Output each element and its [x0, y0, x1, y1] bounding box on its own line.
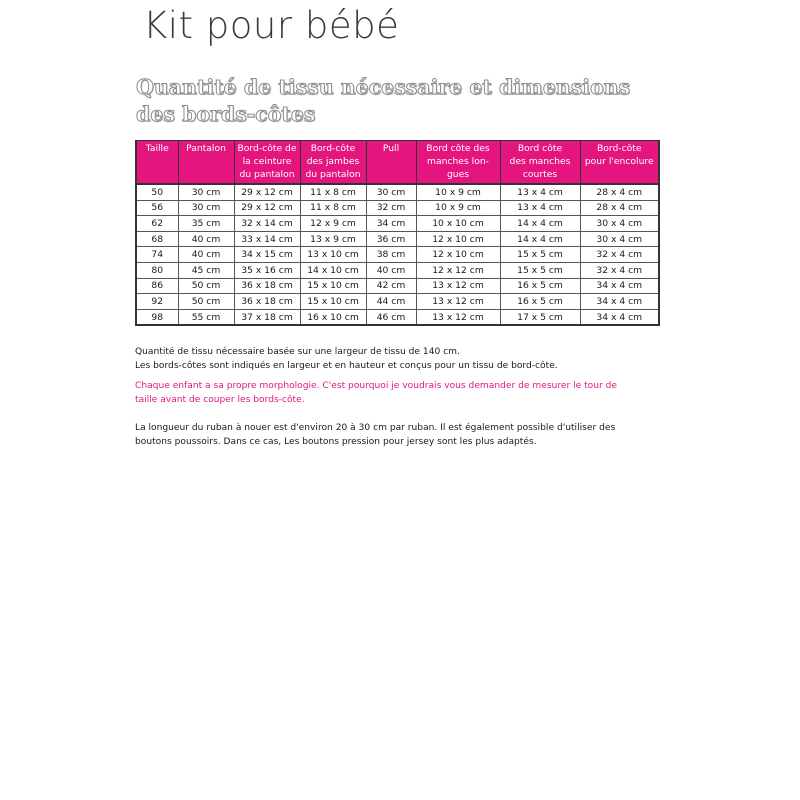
column-header-line: Bord-côte: [596, 143, 642, 154]
table-row: [136, 247, 659, 263]
table-cell: 44 cm: [366, 294, 416, 310]
column-header-line: gues: [446, 169, 470, 180]
table-cell: 80: [136, 262, 178, 278]
table-cell: 32 cm: [366, 200, 416, 216]
table-cell: 55 cm: [178, 309, 234, 325]
table-cell: 56: [136, 200, 178, 216]
column-header-line: Bord-côte: [310, 143, 356, 154]
column-header-line: du pantalon: [239, 169, 295, 180]
column-header-line: Pantalon: [186, 143, 226, 154]
table-cell: 29 x 12 cm: [234, 184, 300, 200]
table-cell: 35 cm: [178, 216, 234, 232]
table-cell: 36 cm: [366, 231, 416, 247]
table-cell: 62: [136, 216, 178, 232]
table-cell: 16 x 10 cm: [300, 309, 366, 325]
table-body: [136, 184, 659, 325]
note-ribbon-line-2: boutons poussoirs. Dans ce cas, Les boutons pression pour jersey sont les plus adaptés.: [135, 437, 537, 447]
table-row: [136, 309, 659, 325]
table-cell: 98: [136, 309, 178, 325]
table-row: [136, 216, 659, 232]
column-header-line: des jambes: [306, 156, 360, 167]
column-header-line: Bord-côte de: [237, 143, 297, 154]
table-cell: 17 x 5 cm: [500, 309, 580, 325]
table-cell: 36 x 18 cm: [234, 294, 300, 310]
column-header-line: courtes: [522, 169, 558, 180]
table-cell: 37 x 18 cm: [234, 309, 300, 325]
table-cell: 42 cm: [366, 278, 416, 294]
page-title: Kit pour bébé: [143, 4, 400, 47]
note-ribbon-line-1: La longueur du ruban à nouer est d'environ 20 à 30 cm par ruban. Il est également possible d'utiliser des: [135, 423, 616, 433]
table-cell: 33 x 14 cm: [234, 231, 300, 247]
column-header: [178, 141, 234, 185]
table-cell: 92: [136, 294, 178, 310]
column-header: [580, 141, 659, 185]
table-row: [136, 184, 659, 200]
table-cell: 40 cm: [366, 262, 416, 278]
table-cell: 10 x 9 cm: [416, 184, 500, 200]
table-cell: 30 cm: [366, 184, 416, 200]
table-cell: 12 x 10 cm: [416, 247, 500, 263]
column-header-line: Pull: [382, 143, 400, 154]
table-cell: 13 x 12 cm: [416, 294, 500, 310]
table-cell: 12 x 10 cm: [416, 231, 500, 247]
column-header-line: Bord côte des: [426, 143, 490, 154]
table-cell: 34 x 15 cm: [234, 247, 300, 263]
fabric-dimensions-table: [135, 140, 660, 326]
table-cell: 29 x 12 cm: [234, 200, 300, 216]
table-row: [136, 262, 659, 278]
table-cell: 38 cm: [366, 247, 416, 263]
column-header: [416, 141, 500, 185]
column-header: [300, 141, 366, 185]
table-cell: 16 x 5 cm: [500, 294, 580, 310]
column-header-line: manches lon-: [427, 156, 489, 167]
table-cell: 50: [136, 184, 178, 200]
table-cell: 14 x 4 cm: [500, 231, 580, 247]
table-cell: 34 x 4 cm: [580, 278, 659, 294]
table-cell: 13 x 12 cm: [416, 278, 500, 294]
table-cell: 10 x 9 cm: [416, 200, 500, 216]
table-cell: 15 x 5 cm: [500, 262, 580, 278]
table-cell: 34 x 4 cm: [580, 309, 659, 325]
table-cell: 28 x 4 cm: [580, 184, 659, 200]
note-measure-line-2: taille avant de couper les bords-côte.: [135, 395, 305, 405]
table-cell: 15 x 10 cm: [300, 294, 366, 310]
note-measure-warning: [135, 379, 635, 407]
column-header: [136, 141, 178, 185]
table-cell: 74: [136, 247, 178, 263]
table-row: [136, 278, 659, 294]
table-cell: 14 x 4 cm: [500, 216, 580, 232]
section-heading-line-1: Quantité de tissu nécessaire et dimensions: [136, 75, 631, 99]
table-header-row: [136, 141, 659, 185]
table-cell: 15 x 10 cm: [300, 278, 366, 294]
column-header-line: des manches: [509, 156, 571, 167]
column-header: [500, 141, 580, 185]
table-row: [136, 294, 659, 310]
table-cell: 46 cm: [366, 309, 416, 325]
column-header: [234, 141, 300, 185]
table-cell: 12 x 12 cm: [416, 262, 500, 278]
table-cell: 16 x 5 cm: [500, 278, 580, 294]
table-cell: 68: [136, 231, 178, 247]
table-cell: 40 cm: [178, 231, 234, 247]
table-cell: 13 x 4 cm: [500, 200, 580, 216]
table-cell: 14 x 10 cm: [300, 262, 366, 278]
note-fabric-width: Quantité de tissu nécessaire basée sur une largeur de tissu de 140 cm.: [135, 347, 460, 357]
note-ribbing-info: Les bords-côtes sont indiqués en largeur et en hauteur et conçus pour un tissu de bord-côte.: [135, 361, 558, 371]
table-row: [136, 200, 659, 216]
column-header-line: pour l'encolure: [584, 156, 654, 167]
table-cell: 30 cm: [178, 200, 234, 216]
note-ribbon: [135, 421, 635, 449]
table-cell: 32 x 4 cm: [580, 262, 659, 278]
table-cell: 11 x 8 cm: [300, 200, 366, 216]
table-cell: 15 x 5 cm: [500, 247, 580, 263]
table-cell: 30 x 4 cm: [580, 231, 659, 247]
table-cell: 36 x 18 cm: [234, 278, 300, 294]
table-cell: 45 cm: [178, 262, 234, 278]
table-cell: 13 x 12 cm: [416, 309, 500, 325]
column-header: [366, 141, 416, 185]
table-cell: 30 x 4 cm: [580, 216, 659, 232]
table-cell: 35 x 16 cm: [234, 262, 300, 278]
table-cell: 32 x 4 cm: [580, 247, 659, 263]
table-cell: 28 x 4 cm: [580, 200, 659, 216]
table-row: [136, 231, 659, 247]
table-cell: 34 x 4 cm: [580, 294, 659, 310]
table-cell: 11 x 8 cm: [300, 184, 366, 200]
table-cell: 34 cm: [366, 216, 416, 232]
column-header-line: du pantalon: [305, 169, 361, 180]
section-heading: [136, 74, 696, 128]
table-cell: 40 cm: [178, 247, 234, 263]
table-cell: 13 x 10 cm: [300, 247, 366, 263]
table-cell: 13 x 9 cm: [300, 231, 366, 247]
table-cell: 32 x 14 cm: [234, 216, 300, 232]
table-cell: 10 x 10 cm: [416, 216, 500, 232]
notes-section: [135, 345, 635, 449]
table-cell: 13 x 4 cm: [500, 184, 580, 200]
table-cell: 50 cm: [178, 278, 234, 294]
note-measure-line-1: Chaque enfant a sa propre morphologie. C'est pourquoi je voudrais vous demander de mesurer le tour de: [135, 381, 617, 391]
section-heading-line-2: des bords-côtes: [136, 102, 316, 126]
column-header-line: la ceinture: [242, 156, 292, 167]
table-cell: 30 cm: [178, 184, 234, 200]
table-cell: 50 cm: [178, 294, 234, 310]
column-header-line: Bord côte: [517, 143, 563, 154]
table-cell: 12 x 9 cm: [300, 216, 366, 232]
column-header-line: Taille: [145, 143, 169, 154]
table-cell: 86: [136, 278, 178, 294]
table-header: [136, 141, 659, 185]
